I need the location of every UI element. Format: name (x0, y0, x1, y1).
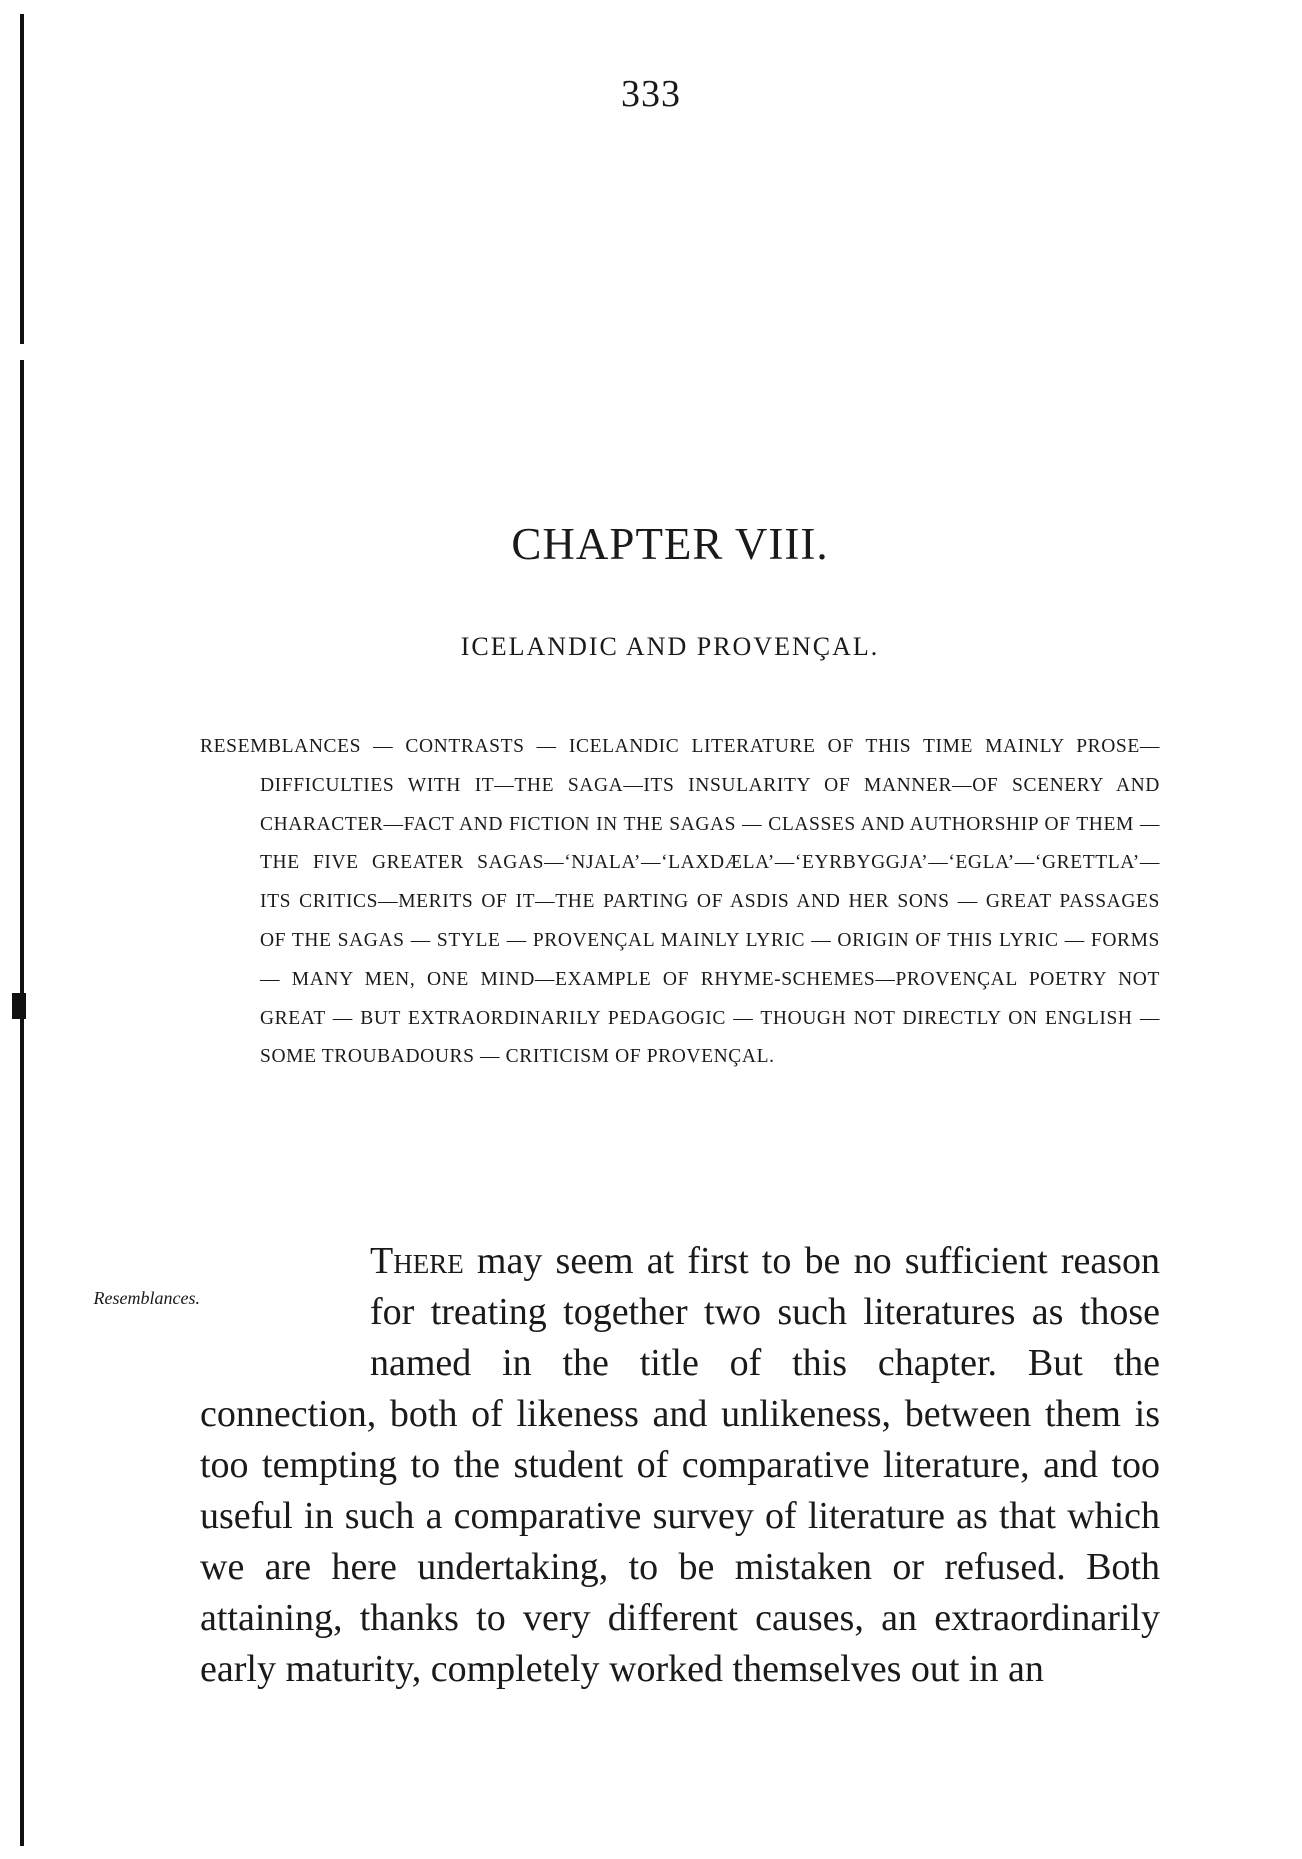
body-paragraph (93, 1236, 1160, 1695)
chapter-title: CHAPTER VIII. (511, 519, 829, 569)
scan-border-mark (12, 993, 26, 1019)
scan-border-line (20, 360, 24, 1846)
lead-word: There (370, 1240, 464, 1282)
chapter-synopsis: RESEMBLANCES — CONTRASTS — ICELANDIC LITERATURE OF THIS TIME MAINLY PROSE—DIFFICULTIES WITH IT—THE SAGA—ITS INSULARITY OF MANNER—OF SCENERY AND CHARACTER—FACT AND FICTION IN THE SAGAS — CLASSES AND AUTHORSHIP OF THEM — THE FIVE GREATER SAGAS—‘NJALA’—‘LAXDÆLA’—‘EYRBYGGJA’—‘EGLA’—‘GRETTLA’—ITS CRITICS—MERITS OF IT—THE PARTING OF ASDIS AND HER SONS — GREAT PASSAGES OF THE SAGAS — STYLE — PROVENÇAL MAINLY LYRIC — ORIGIN OF THIS LYRIC — FORMS — MANY MEN, ONE MIND—EXAMPLE OF RHYME-SCHEMES—PROVENÇAL POETRY NOT GREAT — BUT EXTRAORDINARILY PEDAGOGIC — THOUGH NOT DIRECTLY ON ENGLISH — SOME TROUBADOURS — CRITICISM OF PROVENÇAL. (200, 736, 1160, 1068)
margin-note: Resemblances. (93, 1288, 200, 1308)
scan-border-line (20, 14, 24, 344)
paragraph-text: may seem at first to be no sufficient reason for treating together two such literatures as those named in the title of this chapter. But the connection, both of likeness and unlikeness, between them is too tempting to the student of comparative literature, and too useful in such a comparative survey of literature as that which we are here undertaking, to be mistaken or refused. Both attaining, thanks to very different causes, an extraordinarily early maturity, completely worked themselves out in an (200, 1240, 1160, 1690)
chapter-subtitle: ICELANDIC AND PROVENÇAL. (460, 632, 880, 661)
page-number: 333 (621, 73, 681, 115)
